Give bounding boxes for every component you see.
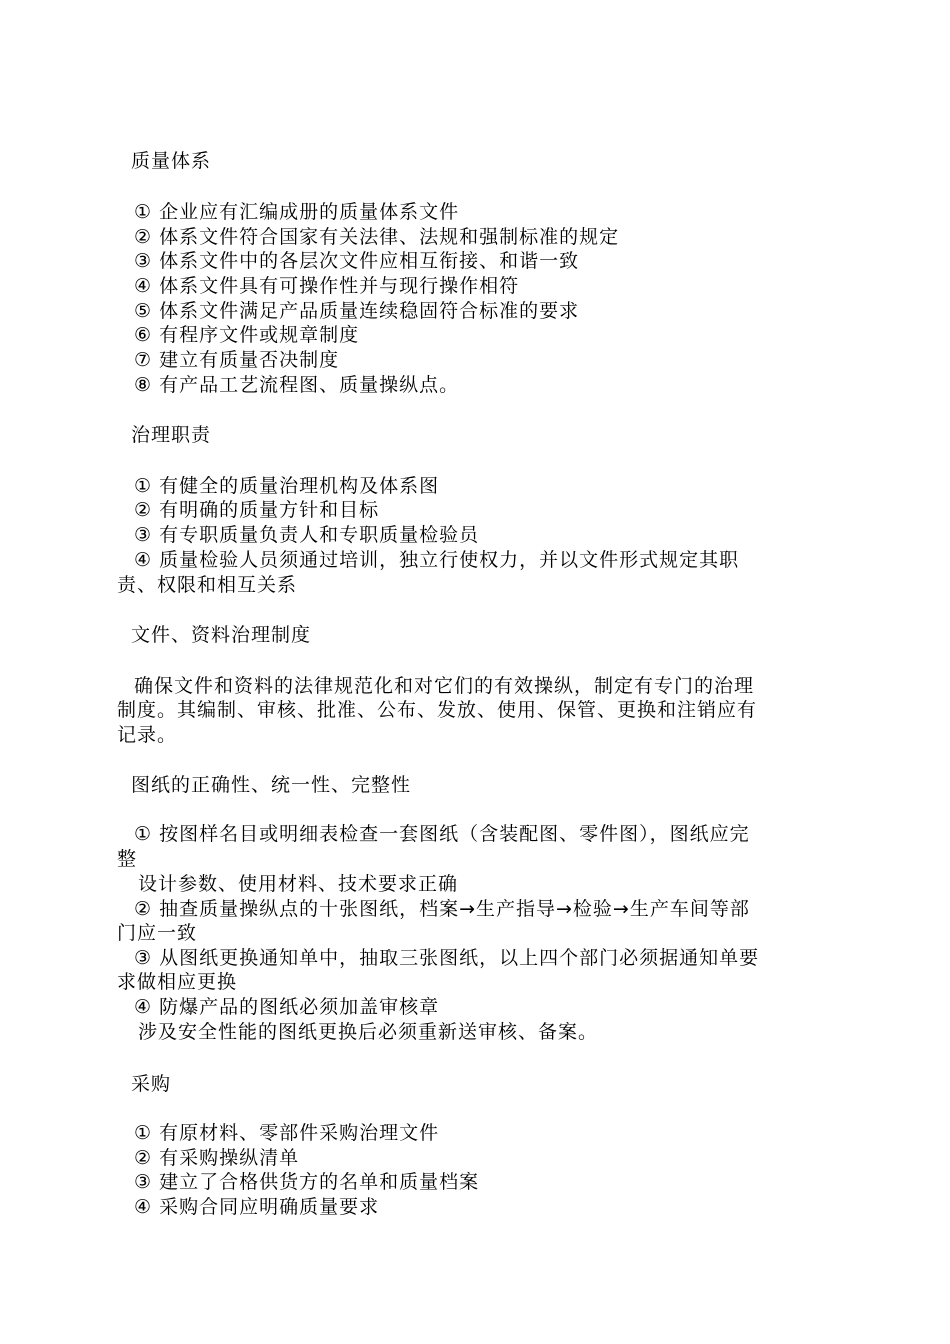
list-item: ④ 体系文件具有可操作性并与现行操作相符 xyxy=(134,275,520,297)
section-heading-management-duties: 治理职责 xyxy=(131,424,212,446)
list-item: ② 有明确的质量方针和目标 xyxy=(134,499,380,521)
section-heading-drawings: 图纸的正确性、统一性、完整性 xyxy=(131,774,412,796)
list-item-continuation: 责、权限和相互关系 xyxy=(117,574,298,596)
list-item: ③ 体系文件中的各层次文件应相互衔接、和谐一致 xyxy=(134,250,580,272)
list-item: ① 有健全的质量治理机构及体系图 xyxy=(134,475,440,497)
section-heading-procurement: 采购 xyxy=(131,1073,172,1095)
list-item: ④ 采购合同应明确质量要求 xyxy=(134,1196,380,1218)
list-item: ① 企业应有汇编成册的质量体系文件 xyxy=(134,201,460,223)
list-item: ⑧ 有产品工艺流程图、质量操纵点。 xyxy=(134,374,460,396)
list-item: ② 有采购操纵清单 xyxy=(134,1147,300,1169)
list-item: ③ 从图纸更换通知单中，抽取三张图纸，以上四个部门必须据通知单要 xyxy=(134,947,760,969)
section-heading-document-control: 文件、资料治理制度 xyxy=(131,624,312,646)
list-item: ③ 建立了合格供货方的名单和质量档案 xyxy=(134,1171,480,1193)
list-item: ⑤ 体系文件满足产品质量连续稳固符合标准的要求 xyxy=(134,300,580,322)
paragraph-line: 确保文件和资料的法律规范化和对它们的有效操纵，制定有专门的治理 xyxy=(134,675,755,697)
list-item-continuation: 求做相应更换 xyxy=(117,971,238,993)
list-item-continuation: 整 xyxy=(117,848,138,870)
list-item: ① 有原材料、零部件采购治理文件 xyxy=(134,1122,440,1144)
paragraph-line: 记录。 xyxy=(117,724,178,746)
list-item: ③ 有专职质量负责人和专职质量检验员 xyxy=(134,524,480,546)
list-item-continuation: 设计参数、使用材料、技术要求正确 xyxy=(138,873,459,895)
paragraph-line: 涉及安全性能的图纸更换后必须重新送审核、备案。 xyxy=(138,1021,599,1043)
list-item: ④ 防爆产品的图纸必须加盖审核章 xyxy=(134,996,440,1018)
list-item: ⑥ 有程序文件或规章制度 xyxy=(134,324,360,346)
paragraph-line: 制度。其编制、审核、批准、公布、发放、使用、保管、更换和注销应有 xyxy=(117,699,758,721)
list-item: ⑦ 建立有质量否决制度 xyxy=(134,349,340,371)
list-item: ④ 质量检验人员须通过培训，独立行使权力，并以文件形式规定其职 xyxy=(134,549,740,571)
list-item-continuation: 门应一致 xyxy=(117,922,198,944)
list-item: ② 体系文件符合国家有关法律、法规和强制标准的规定 xyxy=(134,226,620,248)
section-heading-quality-system: 质量体系 xyxy=(131,150,212,172)
list-item: ② 抽查质量操纵点的十张图纸，档案→生产指导→检验→生产车间等部 xyxy=(134,898,750,920)
list-item: ① 按图样名目或明细表检查一套图纸（含装配图、零件图），图纸应完 xyxy=(134,823,750,845)
